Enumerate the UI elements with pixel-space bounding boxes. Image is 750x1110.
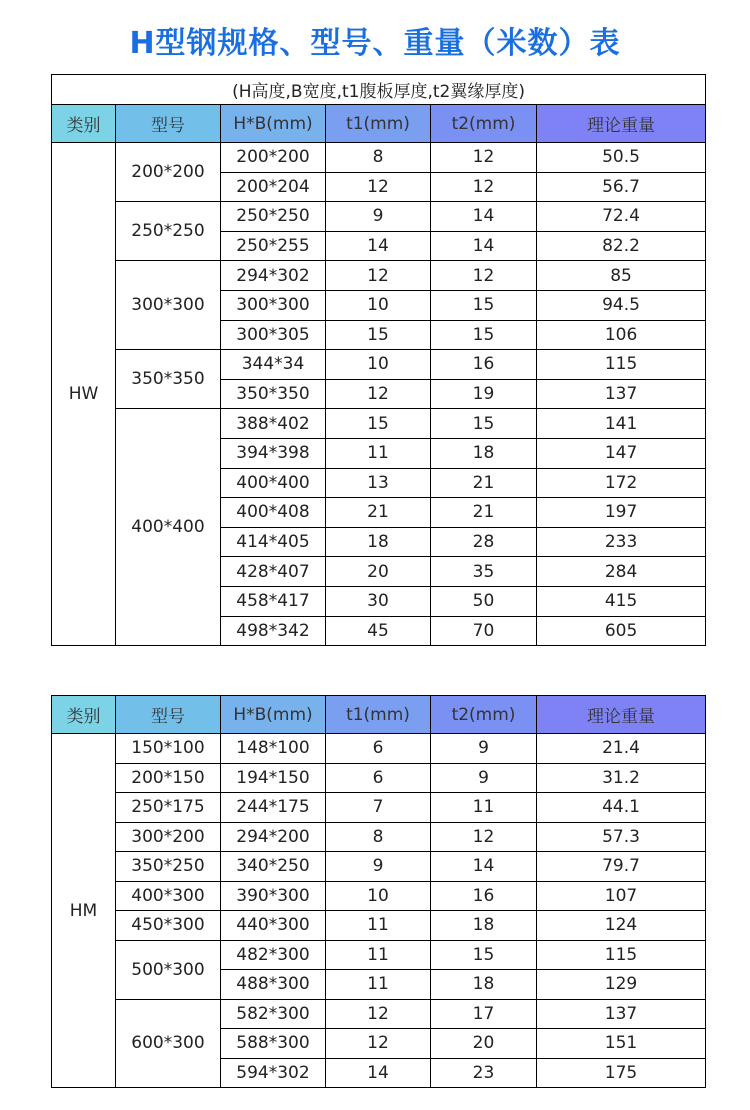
t2-cell: 18	[431, 970, 537, 1000]
t2-cell: 28	[431, 527, 537, 557]
hxb-cell: 344*34	[221, 350, 326, 380]
t1-cell: 10	[326, 290, 431, 320]
table-row	[52, 911, 706, 941]
t2-cell: 9	[431, 763, 537, 793]
model-cell: 350*250	[116, 852, 221, 882]
header-model: 型号	[116, 105, 221, 143]
hw-spec-table	[51, 74, 706, 646]
t2-cell: 17	[431, 999, 537, 1029]
hxb-cell: 400*400	[221, 468, 326, 498]
weight-cell: 147	[537, 438, 706, 468]
table-row	[52, 763, 706, 793]
hxb-cell: 582*300	[221, 999, 326, 1029]
t2-cell: 18	[431, 911, 537, 941]
weight-cell: 172	[537, 468, 706, 498]
t2-cell: 23	[431, 1058, 537, 1088]
header-t2: t2(mm)	[431, 696, 537, 734]
hxb-cell: 300*305	[221, 320, 326, 350]
table-row	[52, 940, 706, 970]
t1-cell: 7	[326, 793, 431, 823]
weight-cell: 57.3	[537, 822, 706, 852]
t1-cell: 12	[326, 999, 431, 1029]
t1-cell: 8	[326, 143, 431, 173]
table-row	[52, 999, 706, 1029]
weight-cell: 137	[537, 999, 706, 1029]
header-category: 类别	[52, 696, 116, 734]
hxb-cell: 200*200	[221, 143, 326, 173]
t1-cell: 10	[326, 881, 431, 911]
page-title: H型钢规格、型号、重量（米数）表	[129, 26, 621, 61]
t2-cell: 15	[431, 940, 537, 970]
t2-cell: 14	[431, 231, 537, 261]
model-cell: 200*150	[116, 763, 221, 793]
weight-cell: 44.1	[537, 793, 706, 823]
weight-cell: 175	[537, 1058, 706, 1088]
t2-cell: 14	[431, 202, 537, 232]
hxb-cell: 194*150	[221, 763, 326, 793]
model-cell: 300*200	[116, 822, 221, 852]
model-cell: 400*400	[116, 409, 221, 646]
table-row	[52, 852, 706, 882]
table-row	[52, 881, 706, 911]
t1-cell: 8	[326, 822, 431, 852]
t2-cell: 70	[431, 616, 537, 646]
hxb-cell: 350*350	[221, 379, 326, 409]
table-row	[52, 822, 706, 852]
t1-cell: 6	[326, 763, 431, 793]
hxb-cell: 390*300	[221, 881, 326, 911]
hxb-cell: 594*302	[221, 1058, 326, 1088]
weight-cell: 141	[537, 409, 706, 439]
t1-cell: 10	[326, 350, 431, 380]
t1-cell: 13	[326, 468, 431, 498]
hxb-cell: 148*100	[221, 734, 326, 764]
header-model: 型号	[116, 696, 221, 734]
t2-cell: 15	[431, 409, 537, 439]
weight-cell: 106	[537, 320, 706, 350]
model-cell: 200*200	[116, 143, 221, 202]
t2-cell: 12	[431, 143, 537, 173]
category-cell: HM	[52, 734, 116, 1088]
hxb-cell: 498*342	[221, 616, 326, 646]
hxb-cell: 200*204	[221, 172, 326, 202]
model-cell: 150*100	[116, 734, 221, 764]
t2-cell: 21	[431, 468, 537, 498]
t1-cell: 6	[326, 734, 431, 764]
hxb-cell: 440*300	[221, 911, 326, 941]
weight-cell: 82.2	[537, 231, 706, 261]
t1-cell: 30	[326, 586, 431, 616]
t1-cell: 15	[326, 409, 431, 439]
t2-cell: 19	[431, 379, 537, 409]
t1-cell: 11	[326, 940, 431, 970]
header-hxb: H*B(mm)	[221, 696, 326, 734]
t1-cell: 9	[326, 202, 431, 232]
weight-cell: 31.2	[537, 763, 706, 793]
hxb-cell: 428*407	[221, 557, 326, 587]
table-row	[52, 734, 706, 764]
weight-cell: 284	[537, 557, 706, 587]
hxb-cell: 294*302	[221, 261, 326, 291]
t2-cell: 14	[431, 852, 537, 882]
weight-cell: 415	[537, 586, 706, 616]
hxb-cell: 414*405	[221, 527, 326, 557]
weight-cell: 21.4	[537, 734, 706, 764]
t1-cell: 12	[326, 261, 431, 291]
header-t1: t1(mm)	[326, 696, 431, 734]
t2-cell: 18	[431, 438, 537, 468]
weight-cell: 137	[537, 379, 706, 409]
model-cell: 300*300	[116, 261, 221, 350]
header-t1: t1(mm)	[326, 105, 431, 143]
t2-cell: 20	[431, 1029, 537, 1059]
table-row	[52, 143, 706, 173]
model-cell: 400*300	[116, 881, 221, 911]
hxb-cell: 488*300	[221, 970, 326, 1000]
hxb-cell: 300*300	[221, 290, 326, 320]
hxb-cell: 244*175	[221, 793, 326, 823]
header-hxb: H*B(mm)	[221, 105, 326, 143]
weight-cell: 115	[537, 940, 706, 970]
t2-cell: 16	[431, 881, 537, 911]
hxb-cell: 458*417	[221, 586, 326, 616]
model-cell: 500*300	[116, 940, 221, 999]
t1-cell: 9	[326, 852, 431, 882]
model-cell: 450*300	[116, 911, 221, 941]
t1-cell: 45	[326, 616, 431, 646]
header-weight: 理论重量	[537, 105, 706, 143]
model-cell: 600*300	[116, 999, 221, 1088]
t1-cell: 21	[326, 498, 431, 528]
t1-cell: 11	[326, 970, 431, 1000]
weight-cell: 233	[537, 527, 706, 557]
hxb-cell: 388*402	[221, 409, 326, 439]
t2-cell: 11	[431, 793, 537, 823]
table-row	[52, 261, 706, 291]
weight-cell: 94.5	[537, 290, 706, 320]
hm-spec-table	[51, 695, 706, 1088]
hxb-cell: 250*250	[221, 202, 326, 232]
category-cell: HW	[52, 143, 116, 646]
weight-cell: 85	[537, 261, 706, 291]
t2-cell: 21	[431, 498, 537, 528]
table-note: (H高度,B宽度,t1腹板厚度,t2翼缘厚度)	[52, 75, 706, 105]
t2-cell: 35	[431, 557, 537, 587]
t1-cell: 20	[326, 557, 431, 587]
header-weight: 理论重量	[537, 696, 706, 734]
hxb-cell: 394*398	[221, 438, 326, 468]
hxb-cell: 588*300	[221, 1029, 326, 1059]
weight-cell: 79.7	[537, 852, 706, 882]
weight-cell: 115	[537, 350, 706, 380]
t2-cell: 12	[431, 261, 537, 291]
table-row	[52, 793, 706, 823]
weight-cell: 50.5	[537, 143, 706, 173]
model-cell: 250*175	[116, 793, 221, 823]
t1-cell: 14	[326, 231, 431, 261]
t2-cell: 9	[431, 734, 537, 764]
weight-cell: 129	[537, 970, 706, 1000]
header-t2: t2(mm)	[431, 105, 537, 143]
t2-cell: 12	[431, 172, 537, 202]
header-category: 类别	[52, 105, 116, 143]
weight-cell: 197	[537, 498, 706, 528]
t1-cell: 12	[326, 379, 431, 409]
hxb-cell: 250*255	[221, 231, 326, 261]
t1-cell: 12	[326, 1029, 431, 1059]
t1-cell: 11	[326, 911, 431, 941]
table-row	[52, 350, 706, 380]
t1-cell: 14	[326, 1058, 431, 1088]
weight-cell: 72.4	[537, 202, 706, 232]
hxb-cell: 482*300	[221, 940, 326, 970]
weight-cell: 124	[537, 911, 706, 941]
t1-cell: 11	[326, 438, 431, 468]
model-cell: 350*350	[116, 350, 221, 409]
t2-cell: 50	[431, 586, 537, 616]
model-cell: 250*250	[116, 202, 221, 261]
weight-cell: 107	[537, 881, 706, 911]
weight-cell: 151	[537, 1029, 706, 1059]
weight-cell: 56.7	[537, 172, 706, 202]
t2-cell: 15	[431, 320, 537, 350]
t1-cell: 15	[326, 320, 431, 350]
hxb-cell: 294*200	[221, 822, 326, 852]
table-row	[52, 409, 706, 439]
t2-cell: 16	[431, 350, 537, 380]
hxb-cell: 340*250	[221, 852, 326, 882]
hxb-cell: 400*408	[221, 498, 326, 528]
table-row	[52, 202, 706, 232]
t1-cell: 12	[326, 172, 431, 202]
weight-cell: 605	[537, 616, 706, 646]
t1-cell: 18	[326, 527, 431, 557]
t2-cell: 12	[431, 822, 537, 852]
t2-cell: 15	[431, 290, 537, 320]
